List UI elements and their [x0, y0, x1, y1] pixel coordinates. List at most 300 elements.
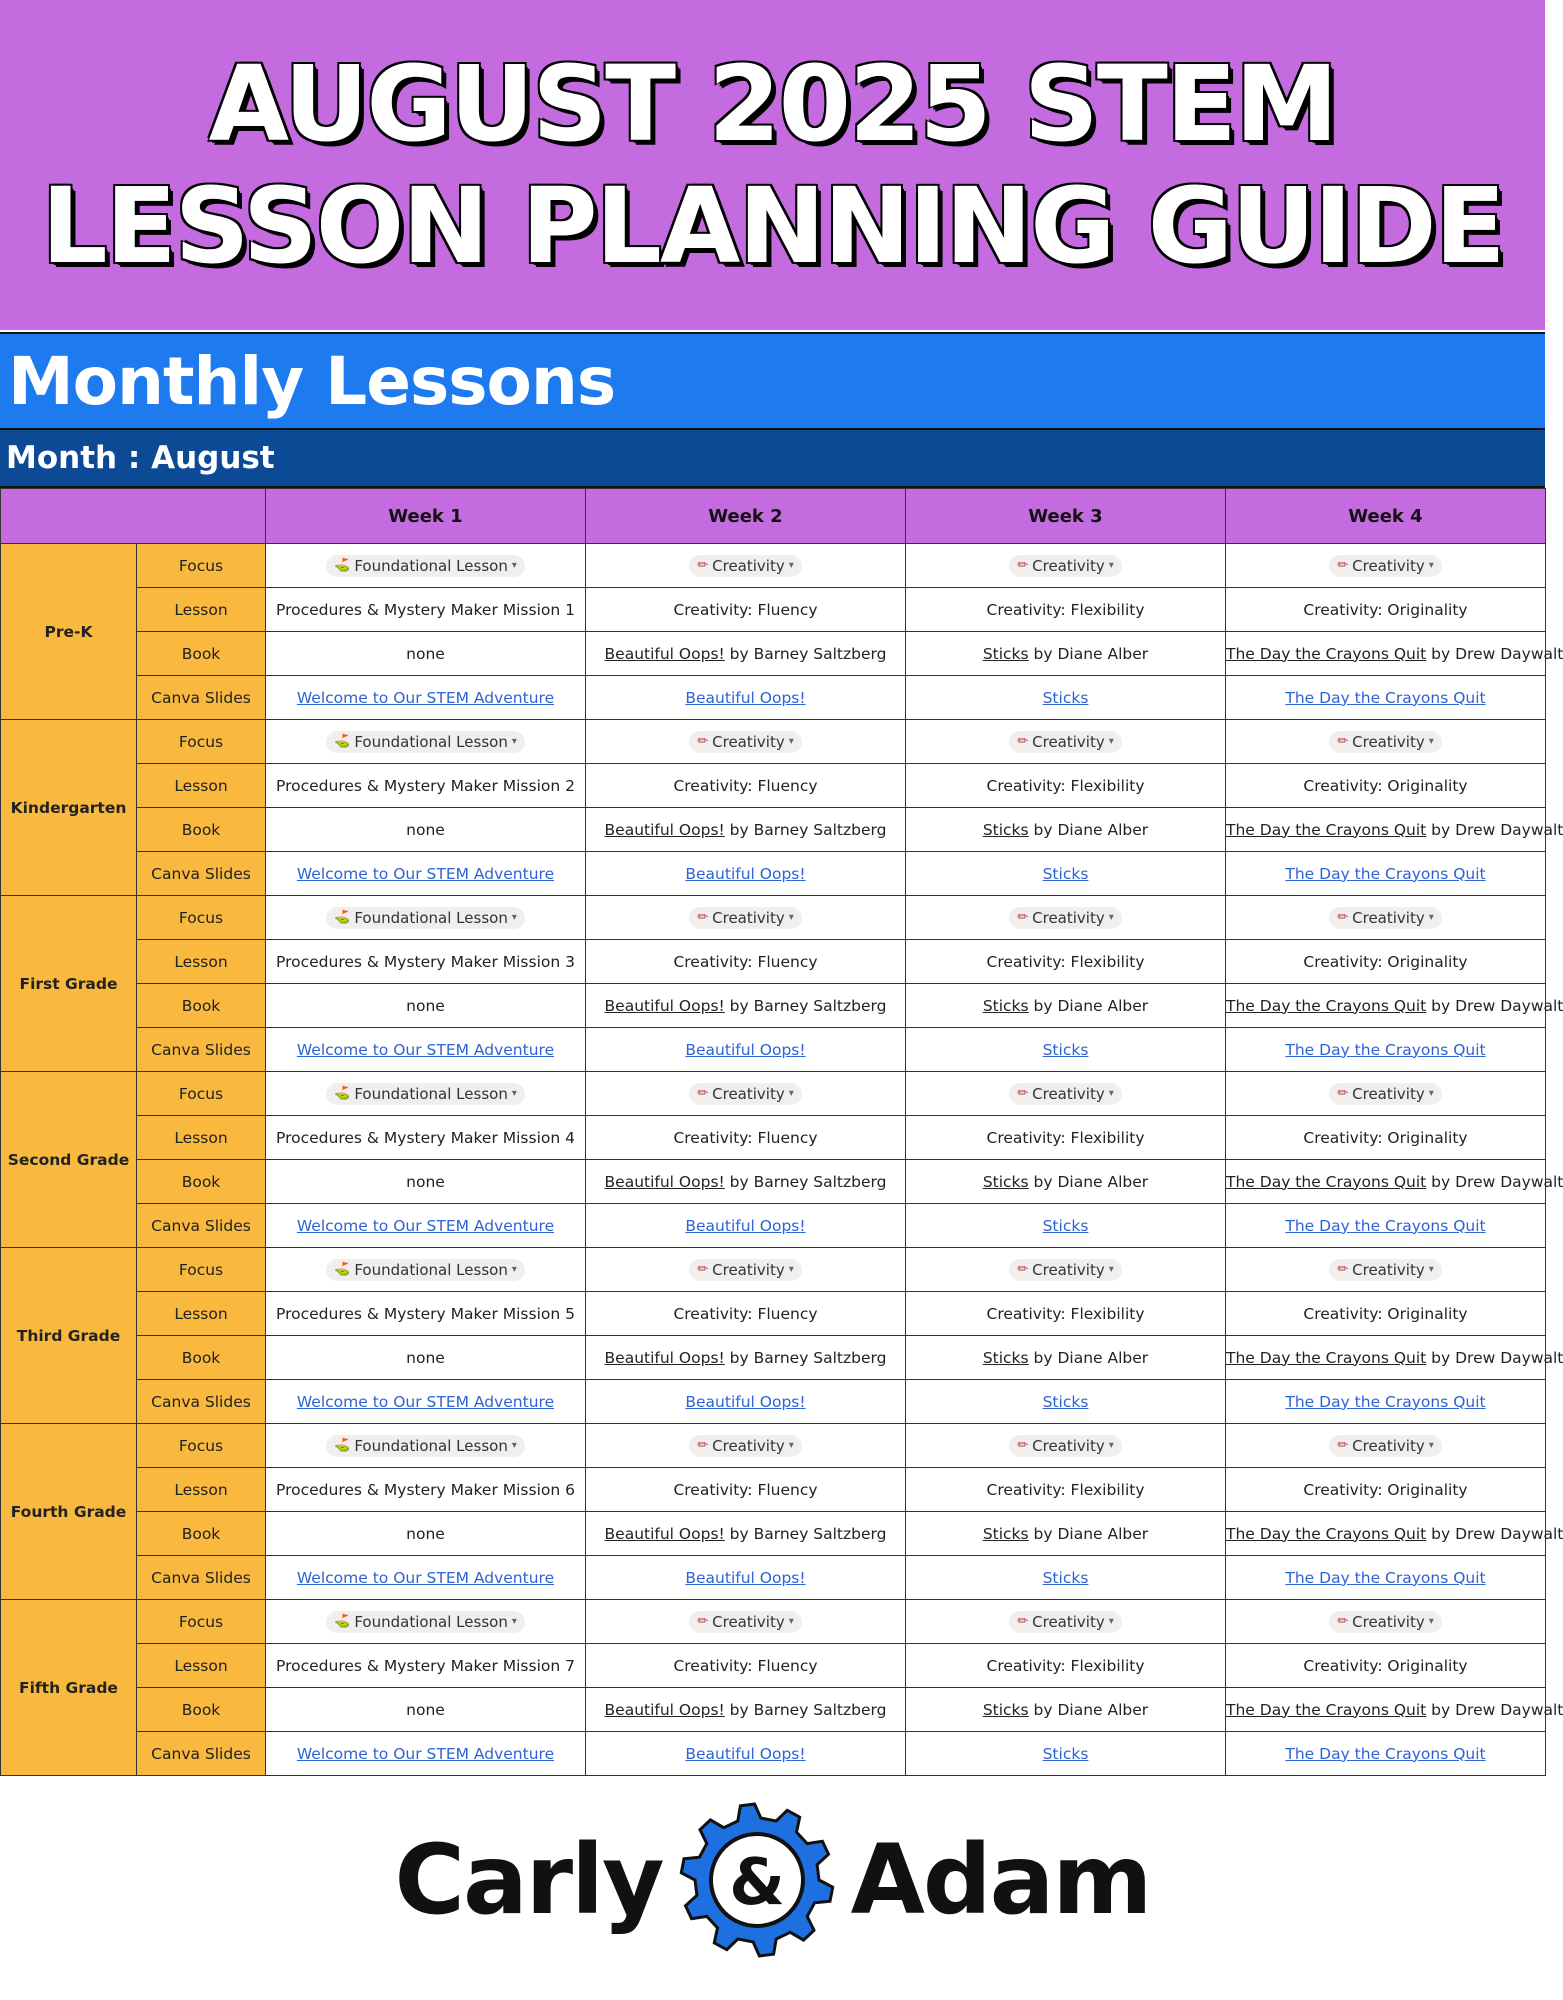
row-label-focus: Focus	[137, 896, 266, 940]
pencil-icon: ✏	[1337, 558, 1349, 573]
pencil-icon: ✏	[1337, 1438, 1349, 1453]
week-header: Week 4	[1226, 489, 1546, 544]
focus-chip[interactable]	[689, 1259, 802, 1281]
book-title[interactable]: Beautiful Oops!	[604, 1172, 725, 1191]
focus-cell	[906, 1424, 1226, 1468]
slides-link[interactable]: Sticks	[1042, 1216, 1089, 1235]
book-title[interactable]: The Day the Crayons Quit	[1226, 1700, 1427, 1719]
focus-chip[interactable]	[326, 1435, 525, 1457]
book-cell	[586, 1688, 906, 1732]
slides-link[interactable]: The Day the Crayons Quit	[1285, 1744, 1486, 1763]
pencil-icon: ✏	[1017, 558, 1029, 573]
slides-row	[1, 1204, 1546, 1248]
chevron-down-icon: ▾	[788, 560, 794, 571]
chevron-down-icon: ▾	[1108, 912, 1114, 923]
book-row	[1, 1688, 1546, 1732]
lesson-cell: Creativity: Fluency	[586, 1644, 906, 1688]
slides-cell	[586, 1556, 906, 1600]
focus-chip[interactable]	[326, 555, 525, 577]
pencil-icon: ✏	[1017, 1438, 1029, 1453]
book-title[interactable]: Beautiful Oops!	[604, 996, 725, 1015]
slides-cell	[266, 1556, 586, 1600]
focus-cell	[906, 544, 1226, 588]
focus-chip-label: Creativity	[1032, 908, 1105, 927]
row-label-slides: Canva Slides	[137, 1732, 266, 1776]
focus-chip[interactable]	[1329, 1611, 1442, 1633]
focus-cell	[266, 1424, 586, 1468]
row-label-focus: Focus	[137, 1072, 266, 1116]
pencil-icon: ✏	[697, 1614, 709, 1629]
chevron-down-icon: ▾	[1428, 560, 1434, 571]
week-header: Week 2	[586, 489, 906, 544]
lesson-cell: Creativity: Flexibility	[906, 1468, 1226, 1512]
chevron-down-icon: ▾	[1428, 1088, 1434, 1099]
row-label-focus: Focus	[137, 1424, 266, 1468]
pencil-icon: ✏	[1337, 910, 1349, 925]
book-cell	[906, 1512, 1226, 1556]
lesson-row	[1, 764, 1546, 808]
focus-chip-label: Foundational Lesson	[354, 1084, 508, 1103]
chevron-down-icon: ▾	[511, 736, 517, 747]
focus-chip-label: Creativity	[1352, 1612, 1425, 1631]
focus-cell	[586, 1600, 906, 1644]
slides-cell	[906, 1380, 1226, 1424]
pencil-icon: ✏	[1017, 1614, 1029, 1629]
grade-label: Pre-K	[1, 544, 137, 720]
slides-cell	[266, 1204, 586, 1248]
focus-chip[interactable]	[1009, 1611, 1122, 1633]
focus-chip[interactable]	[689, 1435, 802, 1457]
logo-text-left: Carly	[394, 1824, 663, 1936]
focus-row	[1, 720, 1546, 764]
book-author: by Drew Daywalt	[1426, 996, 1563, 1015]
chevron-down-icon: ▾	[788, 1264, 794, 1275]
focus-chip-label: Creativity	[712, 732, 785, 751]
focus-chip[interactable]	[326, 1083, 525, 1105]
focus-chip[interactable]	[689, 907, 802, 929]
slides-link[interactable]: Welcome to Our STEM Adventure	[296, 864, 555, 883]
chevron-down-icon: ▾	[1108, 1264, 1114, 1275]
lesson-cell: Creativity: Flexibility	[906, 1644, 1226, 1688]
focus-cell	[1226, 1072, 1546, 1116]
book-title[interactable]: Sticks	[982, 996, 1029, 1015]
section-header	[0, 332, 1545, 428]
row-label-focus: Focus	[137, 720, 266, 764]
focus-chip-label: Creativity	[712, 908, 785, 927]
pencil-icon: ✏	[1337, 1262, 1349, 1277]
book-title[interactable]: The Day the Crayons Quit	[1226, 644, 1427, 663]
slides-link[interactable]: Beautiful Oops!	[685, 1216, 806, 1235]
chevron-down-icon: ▾	[788, 1616, 794, 1627]
lesson-cell: Creativity: Flexibility	[906, 1116, 1226, 1160]
slides-cell	[586, 1204, 906, 1248]
book-author: by Drew Daywalt	[1426, 820, 1563, 839]
row-label-slides: Canva Slides	[137, 1204, 266, 1248]
chevron-down-icon: ▾	[1108, 560, 1114, 571]
focus-chip[interactable]	[689, 555, 802, 577]
book-row	[1, 984, 1546, 1028]
slides-cell	[1226, 852, 1546, 896]
focus-cell	[1226, 1600, 1546, 1644]
focus-chip-label: Creativity	[1352, 1084, 1425, 1103]
focus-chip[interactable]	[1329, 907, 1442, 929]
slides-link[interactable]: Welcome to Our STEM Adventure	[296, 1568, 555, 1587]
lesson-cell: Creativity: Originality	[1226, 588, 1546, 632]
slides-row	[1, 852, 1546, 896]
grade-label: First Grade	[1, 896, 137, 1072]
focus-chip[interactable]	[1009, 1259, 1122, 1281]
chevron-down-icon: ▾	[1108, 736, 1114, 747]
table-header-row	[1, 489, 1546, 544]
row-label-slides: Canva Slides	[137, 1028, 266, 1072]
focus-row	[1, 1248, 1546, 1292]
book-author: by Diane Alber	[1028, 820, 1149, 839]
lesson-row	[1, 1468, 1546, 1512]
slides-row	[1, 1732, 1546, 1776]
lesson-cell: Creativity: Flexibility	[906, 1292, 1226, 1336]
row-label-slides: Canva Slides	[137, 676, 266, 720]
chevron-down-icon: ▾	[1428, 1616, 1434, 1627]
lesson-cell: Creativity: Originality	[1226, 764, 1546, 808]
slides-link[interactable]: Welcome to Our STEM Adventure	[296, 1392, 555, 1411]
slides-row	[1, 1028, 1546, 1072]
row-label-focus: Focus	[137, 1248, 266, 1292]
slides-cell	[266, 676, 586, 720]
slides-link[interactable]: Beautiful Oops!	[685, 688, 806, 707]
row-label-book: Book	[137, 808, 266, 852]
lesson-row	[1, 940, 1546, 984]
slides-cell	[906, 1732, 1226, 1776]
book-author: by Diane Alber	[1028, 1700, 1149, 1719]
chevron-down-icon: ▾	[788, 912, 794, 923]
row-label-book: Book	[137, 984, 266, 1028]
book-cell	[906, 984, 1226, 1028]
flag-icon: ⛳	[334, 1438, 351, 1453]
pencil-icon: ✏	[697, 1438, 709, 1453]
focus-cell	[906, 1600, 1226, 1644]
lesson-row	[1, 588, 1546, 632]
slides-row	[1, 676, 1546, 720]
slides-link[interactable]: Welcome to Our STEM Adventure	[296, 1040, 555, 1059]
grade-label: Fifth Grade	[1, 1600, 137, 1776]
pencil-icon: ✏	[697, 1086, 709, 1101]
slides-cell	[586, 1028, 906, 1072]
chevron-down-icon: ▾	[1108, 1088, 1114, 1099]
book-row	[1, 632, 1546, 676]
book-cell	[586, 632, 906, 676]
book-author: by Barney Saltzberg	[724, 1348, 887, 1367]
title-banner	[0, 0, 1545, 330]
slides-link[interactable]: The Day the Crayons Quit	[1285, 1040, 1486, 1059]
focus-chip-label: Creativity	[1032, 1260, 1105, 1279]
book-cell: none	[266, 632, 586, 676]
lesson-cell: Creativity: Originality	[1226, 1116, 1546, 1160]
slides-link[interactable]: Beautiful Oops!	[685, 1568, 806, 1587]
pencil-icon: ✏	[1017, 1086, 1029, 1101]
focus-chip[interactable]	[1009, 1435, 1122, 1457]
focus-cell	[586, 1072, 906, 1116]
slides-link[interactable]: The Day the Crayons Quit	[1285, 688, 1486, 707]
focus-cell	[266, 1248, 586, 1292]
book-author: by Drew Daywalt	[1426, 644, 1563, 663]
brand-logo	[0, 1800, 1545, 1960]
book-title[interactable]: The Day the Crayons Quit	[1226, 1524, 1427, 1543]
slides-link[interactable]: Beautiful Oops!	[685, 1392, 806, 1411]
focus-chip[interactable]	[1329, 1435, 1442, 1457]
focus-chip[interactable]	[689, 1083, 802, 1105]
focus-cell	[586, 896, 906, 940]
focus-cell	[266, 896, 586, 940]
chevron-down-icon: ▾	[1108, 1616, 1114, 1627]
lesson-cell: Creativity: Originality	[1226, 1292, 1546, 1336]
book-title[interactable]: The Day the Crayons Quit	[1226, 1172, 1427, 1191]
pencil-icon: ✏	[697, 910, 709, 925]
focus-chip[interactable]	[689, 731, 802, 753]
focus-chip[interactable]	[689, 1611, 802, 1633]
chevron-down-icon: ▾	[788, 1440, 794, 1451]
focus-cell	[906, 896, 1226, 940]
pencil-icon: ✏	[1337, 1614, 1349, 1629]
book-title[interactable]: Sticks	[982, 644, 1029, 663]
logo-text-right: Adam	[850, 1824, 1151, 1936]
slides-link[interactable]: Sticks	[1042, 864, 1089, 883]
row-label-focus: Focus	[137, 544, 266, 588]
slides-link[interactable]: The Day the Crayons Quit	[1285, 1216, 1486, 1235]
focus-cell	[906, 720, 1226, 764]
book-cell	[1226, 1160, 1563, 1204]
book-title[interactable]: Sticks	[982, 1524, 1029, 1543]
focus-cell	[266, 1072, 586, 1116]
slides-cell	[266, 852, 586, 896]
focus-chip-label: Creativity	[712, 1436, 785, 1455]
book-row	[1, 1512, 1546, 1556]
book-author: by Diane Alber	[1028, 996, 1149, 1015]
focus-cell	[586, 1248, 906, 1292]
page-title-line-2: LESSON PLANNING GUIDE	[41, 165, 1504, 287]
book-title[interactable]: Sticks	[982, 820, 1029, 839]
row-label-lesson: Lesson	[137, 1468, 266, 1512]
pencil-icon: ✏	[1337, 1086, 1349, 1101]
focus-row	[1, 1072, 1546, 1116]
book-title[interactable]: The Day the Crayons Quit	[1226, 1348, 1427, 1367]
focus-chip[interactable]	[1009, 907, 1122, 929]
focus-chip-label: Creativity	[1032, 1084, 1105, 1103]
focus-chip[interactable]	[1329, 1083, 1442, 1105]
slides-link[interactable]: Beautiful Oops!	[685, 1040, 806, 1059]
focus-cell	[1226, 720, 1546, 764]
slides-link[interactable]: Welcome to Our STEM Adventure	[296, 1216, 555, 1235]
week-header: Week 1	[266, 489, 586, 544]
lesson-cell: Creativity: Fluency	[586, 1292, 906, 1336]
lesson-cell: Creativity: Fluency	[586, 588, 906, 632]
pencil-icon: ✏	[697, 1262, 709, 1277]
focus-row	[1, 1424, 1546, 1468]
slides-link[interactable]: Welcome to Our STEM Adventure	[296, 688, 555, 707]
row-label-lesson: Lesson	[137, 1292, 266, 1336]
focus-cell	[1226, 544, 1546, 588]
slides-link[interactable]: Sticks	[1042, 1744, 1089, 1763]
slides-cell	[1226, 676, 1546, 720]
slides-link[interactable]: The Day the Crayons Quit	[1285, 1392, 1486, 1411]
slides-link[interactable]: Beautiful Oops!	[685, 864, 806, 883]
book-cell	[1226, 1512, 1563, 1556]
pencil-icon: ✏	[697, 734, 709, 749]
book-title[interactable]: Beautiful Oops!	[604, 644, 725, 663]
focus-chip-label: Creativity	[1352, 732, 1425, 751]
book-cell	[1226, 632, 1563, 676]
lesson-cell: Creativity: Fluency	[586, 764, 906, 808]
chevron-down-icon: ▾	[511, 1616, 517, 1627]
corner-header	[1, 489, 266, 544]
chevron-down-icon: ▾	[511, 1264, 517, 1275]
lesson-cell: Creativity: Flexibility	[906, 940, 1226, 984]
row-label-lesson: Lesson	[137, 588, 266, 632]
book-cell	[586, 984, 906, 1028]
chevron-down-icon: ▾	[1428, 912, 1434, 923]
book-title[interactable]: Beautiful Oops!	[604, 1524, 725, 1543]
slides-cell	[586, 1732, 906, 1776]
book-cell: none	[266, 1336, 586, 1380]
pencil-icon: ✏	[1017, 1262, 1029, 1277]
chevron-down-icon: ▾	[1108, 1440, 1114, 1451]
page-title-line-1: AUGUST 2025 STEM	[208, 43, 1337, 165]
focus-chip-label: Creativity	[712, 556, 785, 575]
slides-cell	[1226, 1556, 1546, 1600]
slides-link[interactable]: Sticks	[1042, 1040, 1089, 1059]
focus-chip-label: Foundational Lesson	[354, 556, 508, 575]
row-label-book: Book	[137, 1336, 266, 1380]
book-cell	[906, 1688, 1226, 1732]
book-title[interactable]: Sticks	[982, 1172, 1029, 1191]
slides-cell	[266, 1380, 586, 1424]
focus-chip[interactable]	[326, 1259, 525, 1281]
book-author: by Diane Alber	[1028, 1524, 1149, 1543]
lesson-row	[1, 1644, 1546, 1688]
lesson-cell: Creativity: Originality	[1226, 1644, 1546, 1688]
book-author: by Barney Saltzberg	[724, 1172, 887, 1191]
book-title[interactable]: Beautiful Oops!	[604, 820, 725, 839]
lesson-cell: Procedures & Mystery Maker Mission 1	[266, 588, 586, 632]
month-label: Month : August	[6, 440, 275, 476]
slides-link[interactable]: The Day the Crayons Quit	[1285, 864, 1486, 883]
slides-link[interactable]: Sticks	[1042, 1392, 1089, 1411]
slides-link[interactable]: Welcome to Our STEM Adventure	[296, 1744, 555, 1763]
chevron-down-icon: ▾	[511, 912, 517, 923]
row-label-lesson: Lesson	[137, 1644, 266, 1688]
row-label-lesson: Lesson	[137, 940, 266, 984]
focus-chip[interactable]	[326, 907, 525, 929]
book-title[interactable]: The Day the Crayons Quit	[1226, 820, 1427, 839]
chevron-down-icon: ▾	[1428, 1440, 1434, 1451]
grade-label: Third Grade	[1, 1248, 137, 1424]
book-cell	[586, 808, 906, 852]
slides-link[interactable]: Sticks	[1042, 1568, 1089, 1587]
focus-chip[interactable]	[326, 1611, 525, 1633]
slides-cell	[586, 676, 906, 720]
book-title[interactable]: Beautiful Oops!	[604, 1348, 725, 1367]
book-cell	[1226, 808, 1563, 852]
week-header: Week 3	[906, 489, 1226, 544]
slides-cell	[586, 1380, 906, 1424]
row-label-book: Book	[137, 1688, 266, 1732]
slides-cell	[1226, 1732, 1546, 1776]
book-author: by Drew Daywalt	[1426, 1700, 1563, 1719]
slides-cell	[906, 1204, 1226, 1248]
focus-chip[interactable]	[1009, 731, 1122, 753]
slides-cell	[906, 1028, 1226, 1072]
row-label-lesson: Lesson	[137, 1116, 266, 1160]
logo-ampersand: &	[728, 1846, 785, 1920]
focus-chip[interactable]	[1009, 1083, 1122, 1105]
book-author: by Drew Daywalt	[1426, 1524, 1563, 1543]
book-cell	[906, 632, 1226, 676]
focus-cell	[586, 720, 906, 764]
row-label-slides: Canva Slides	[137, 1380, 266, 1424]
book-cell	[1226, 984, 1563, 1028]
book-row	[1, 1336, 1546, 1380]
slides-link[interactable]: Sticks	[1042, 688, 1089, 707]
focus-chip[interactable]	[1329, 555, 1442, 577]
focus-chip[interactable]	[326, 731, 525, 753]
slides-cell	[1226, 1204, 1546, 1248]
book-cell	[906, 1160, 1226, 1204]
lesson-cell: Creativity: Originality	[1226, 1468, 1546, 1512]
focus-chip[interactable]	[1329, 731, 1442, 753]
book-title[interactable]: Sticks	[982, 1348, 1029, 1367]
book-title[interactable]: Beautiful Oops!	[604, 1700, 725, 1719]
lesson-cell: Procedures & Mystery Maker Mission 4	[266, 1116, 586, 1160]
slides-link[interactable]: The Day the Crayons Quit	[1285, 1568, 1486, 1587]
focus-chip-label: Creativity	[1352, 908, 1425, 927]
grade-label: Fourth Grade	[1, 1424, 137, 1600]
book-author: by Drew Daywalt	[1426, 1348, 1563, 1367]
focus-chip-label: Creativity	[1352, 1436, 1425, 1455]
row-label-focus: Focus	[137, 1600, 266, 1644]
focus-chip[interactable]	[1329, 1259, 1442, 1281]
flag-icon: ⛳	[334, 1614, 351, 1629]
lesson-cell: Creativity: Flexibility	[906, 764, 1226, 808]
focus-cell	[586, 544, 906, 588]
chevron-down-icon: ▾	[788, 736, 794, 747]
book-cell: none	[266, 984, 586, 1028]
focus-row	[1, 544, 1546, 588]
focus-cell	[1226, 1248, 1546, 1292]
book-cell	[586, 1160, 906, 1204]
focus-chip-label: Foundational Lesson	[354, 1612, 508, 1631]
book-title[interactable]: Sticks	[982, 1700, 1029, 1719]
focus-chip-label: Creativity	[1352, 556, 1425, 575]
lesson-cell: Procedures & Mystery Maker Mission 6	[266, 1468, 586, 1512]
focus-chip[interactable]	[1009, 555, 1122, 577]
slides-link[interactable]: Beautiful Oops!	[685, 1744, 806, 1763]
focus-cell	[266, 720, 586, 764]
focus-row	[1, 1600, 1546, 1644]
slides-row	[1, 1380, 1546, 1424]
row-label-book: Book	[137, 1160, 266, 1204]
slides-cell	[266, 1732, 586, 1776]
row-label-book: Book	[137, 632, 266, 676]
flag-icon: ⛳	[334, 910, 351, 925]
book-cell	[586, 1512, 906, 1556]
focus-chip-label: Creativity	[712, 1084, 785, 1103]
focus-cell	[586, 1424, 906, 1468]
flag-icon: ⛳	[334, 734, 351, 749]
lesson-table	[0, 488, 1563, 1776]
row-label-lesson: Lesson	[137, 764, 266, 808]
focus-chip-label: Creativity	[1032, 556, 1105, 575]
flag-icon: ⛳	[334, 1086, 351, 1101]
book-title[interactable]: The Day the Crayons Quit	[1226, 996, 1427, 1015]
